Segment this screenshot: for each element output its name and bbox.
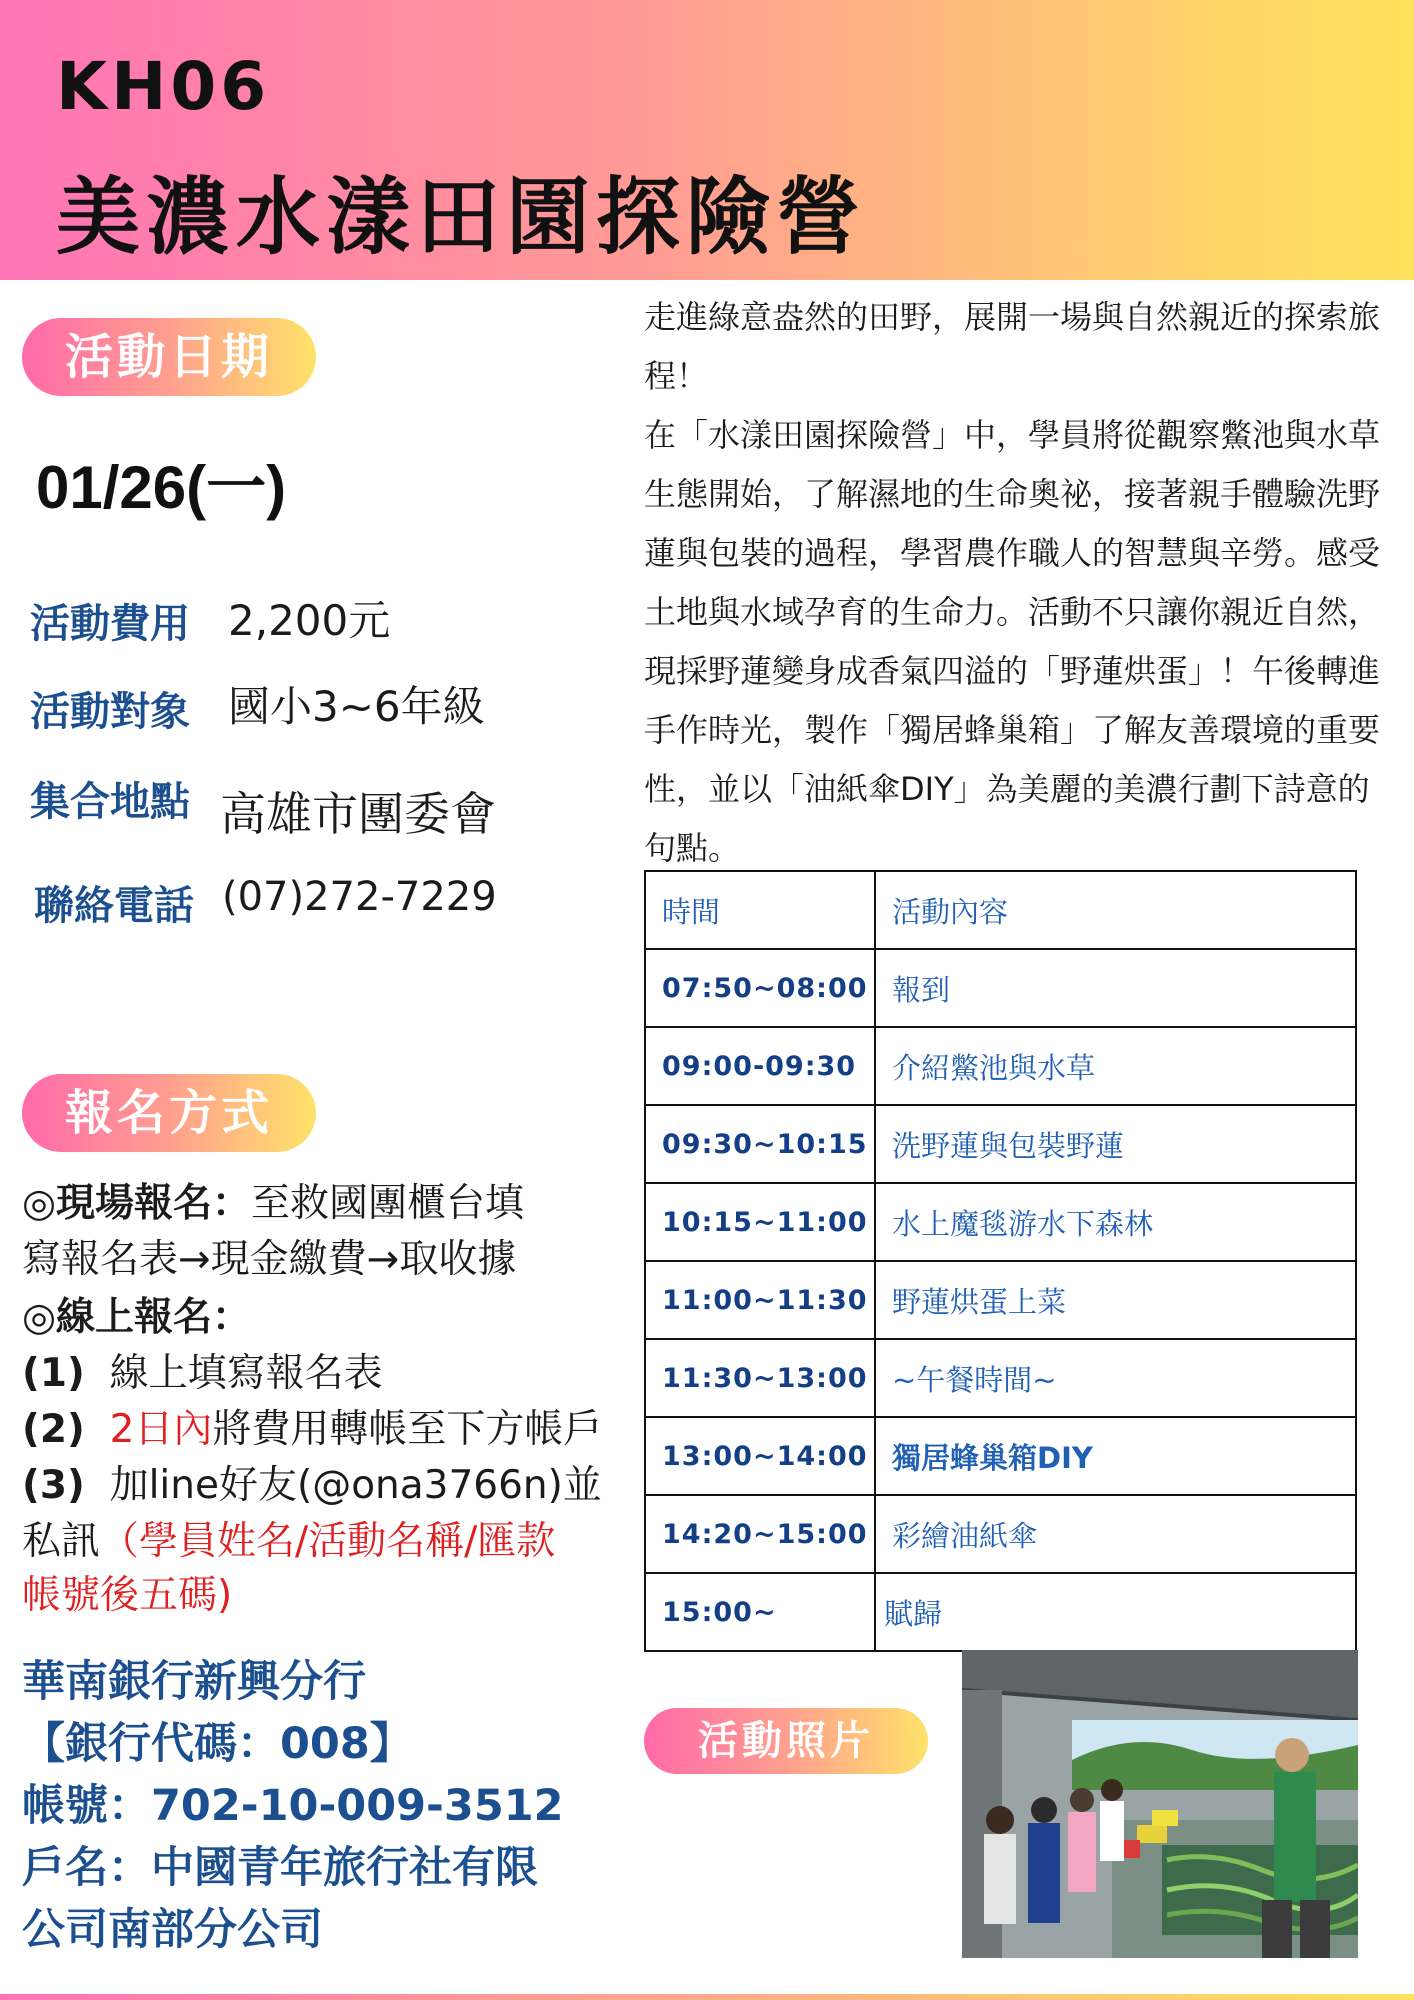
schedule-time: 14:20~15:00 — [645, 1495, 875, 1573]
schedule-content: 水上魔毯游水下森林 — [875, 1183, 1356, 1261]
step3-text: 加line好友(@ona3766n)並 — [109, 1463, 602, 1508]
activity-photo-illustration — [962, 1650, 1358, 1958]
onsite-registration — [22, 1176, 524, 1231]
photo-section-pill: 活動照片 — [644, 1708, 928, 1774]
bank-code: 【銀行代碼：008】 — [22, 1719, 413, 1769]
step2-number: (2) — [22, 1407, 85, 1452]
online-title: ◎線上報名： — [22, 1295, 252, 1340]
online-step-3-line3 — [22, 1568, 232, 1623]
event-title: 美濃水漾田園探險營 — [56, 168, 867, 266]
activity-photo — [962, 1650, 1358, 1958]
phone-label: 聯絡電話 — [34, 883, 194, 929]
schedule-table — [644, 870, 1357, 1652]
place-label: 集合地點 — [30, 779, 190, 825]
schedule-time: 13:00~14:00 — [645, 1417, 875, 1495]
step1-text: 線上填寫報名表 — [109, 1351, 383, 1396]
intro-text — [644, 288, 1384, 878]
schedule-time: 11:30~13:00 — [645, 1339, 875, 1417]
onsite-title: ◎現場報名： — [22, 1181, 252, 1226]
online-step-2 — [22, 1402, 602, 1457]
phone-value: (07)272-7229 — [222, 874, 497, 920]
schedule-row — [645, 949, 1356, 1027]
schedule-row — [645, 1105, 1356, 1183]
date-section-pill: 活動日期 — [22, 318, 316, 396]
schedule-content: 賦歸 — [875, 1573, 1356, 1651]
fee-value: 2,200元 — [228, 596, 391, 645]
schedule-row — [645, 1573, 1356, 1651]
account-holder: 戶名：中國青年旅行社有限 — [22, 1843, 538, 1893]
schedule-content: 洗野蓮與包裝野蓮 — [875, 1105, 1356, 1183]
step1-number: (1) — [22, 1351, 85, 1396]
schedule-row — [645, 1339, 1356, 1417]
place-value: 高雄市團委會 — [220, 787, 496, 841]
schedule-content: 獨居蜂巢箱DIY — [875, 1417, 1356, 1495]
step2-highlight: 2日內 — [109, 1407, 213, 1452]
event-date: 01/26(一) — [36, 454, 287, 521]
schedule-content: 野蓮烘蛋上菜 — [875, 1261, 1356, 1339]
schedule-content: 彩繪油紙傘 — [875, 1495, 1356, 1573]
schedule-time: 09:00-09:30 — [645, 1027, 875, 1105]
intro-paragraph-1: 走進綠意盎然的田野，展開一場與自然親近的探索旅程！ — [644, 298, 1381, 395]
target-value: 國小3~6年級 — [228, 682, 485, 731]
step2-text: 將費用轉帳至下方帳戶 — [212, 1407, 603, 1452]
target-label: 活動對象 — [30, 689, 190, 735]
header-banner — [0, 0, 1414, 280]
register-section-pill: 報名方式 — [22, 1074, 316, 1152]
schedule-content: 報到 — [875, 949, 1356, 1027]
schedule-row — [645, 1261, 1356, 1339]
event-code: KH06 — [56, 48, 271, 125]
online-step-3 — [22, 1458, 602, 1513]
step3-text-2: 私訊 — [22, 1519, 101, 1564]
schedule-row — [645, 1183, 1356, 1261]
schedule-time: 15:00~ — [645, 1573, 875, 1651]
account-holder-line2: 公司南部分公司 — [22, 1905, 323, 1955]
schedule-content: ~午餐時間~ — [875, 1339, 1356, 1417]
online-registration-title — [22, 1290, 251, 1345]
schedule-time: 10:15~11:00 — [645, 1183, 875, 1261]
onsite-text: 至救國團櫃台填 — [251, 1181, 525, 1226]
bank-name: 華南銀行新興分行 — [22, 1657, 366, 1707]
online-step-3-line2 — [22, 1514, 555, 1569]
header-time: 時間 — [645, 871, 875, 949]
schedule-row — [645, 1495, 1356, 1573]
schedule-row — [645, 1027, 1356, 1105]
onsite-registration-line2: 寫報名表→現金繳費→取收據 — [22, 1237, 517, 1282]
step3-highlight-2: 帳號後五碼) — [22, 1573, 233, 1618]
bank-account: 帳號：702-10-009-3512 — [22, 1781, 564, 1831]
schedule-content: 介紹鱉池與水草 — [875, 1027, 1356, 1105]
schedule-header-row — [645, 871, 1356, 949]
online-step-1 — [22, 1346, 383, 1401]
fee-label: 活動費用 — [30, 601, 190, 647]
step3-highlight-1: （學員姓名/活動名稱/匯款 — [100, 1519, 556, 1564]
schedule-time: 09:30~10:15 — [645, 1105, 875, 1183]
intro-paragraph-2: 在「水漾田園探險營」中，學員將從觀察鱉池與水草生態開始，了解濕地的生命奧祕，接著親手體驗洗野蓮與包裝的過程，學習農作職人的智慧與辛勞。感受土地與水域孕育的生命力。活動不只讓你親近自然，現採野蓮變身成香氣四溢的「野蓮烘蛋」！午後轉進手作時光，製作「獨居蜂巢箱」了解友善環境的重要性，並以「油紙傘DIY」為美麗的美濃行劃下詩意的句點。 — [644, 416, 1381, 867]
bottom-divider — [0, 1994, 1414, 2000]
schedule-time: 11:00~11:30 — [645, 1261, 875, 1339]
schedule-time: 07:50~08:00 — [645, 949, 875, 1027]
header-content: 活動內容 — [875, 871, 1356, 949]
schedule-row — [645, 1417, 1356, 1495]
step3-number: (3) — [22, 1463, 85, 1508]
